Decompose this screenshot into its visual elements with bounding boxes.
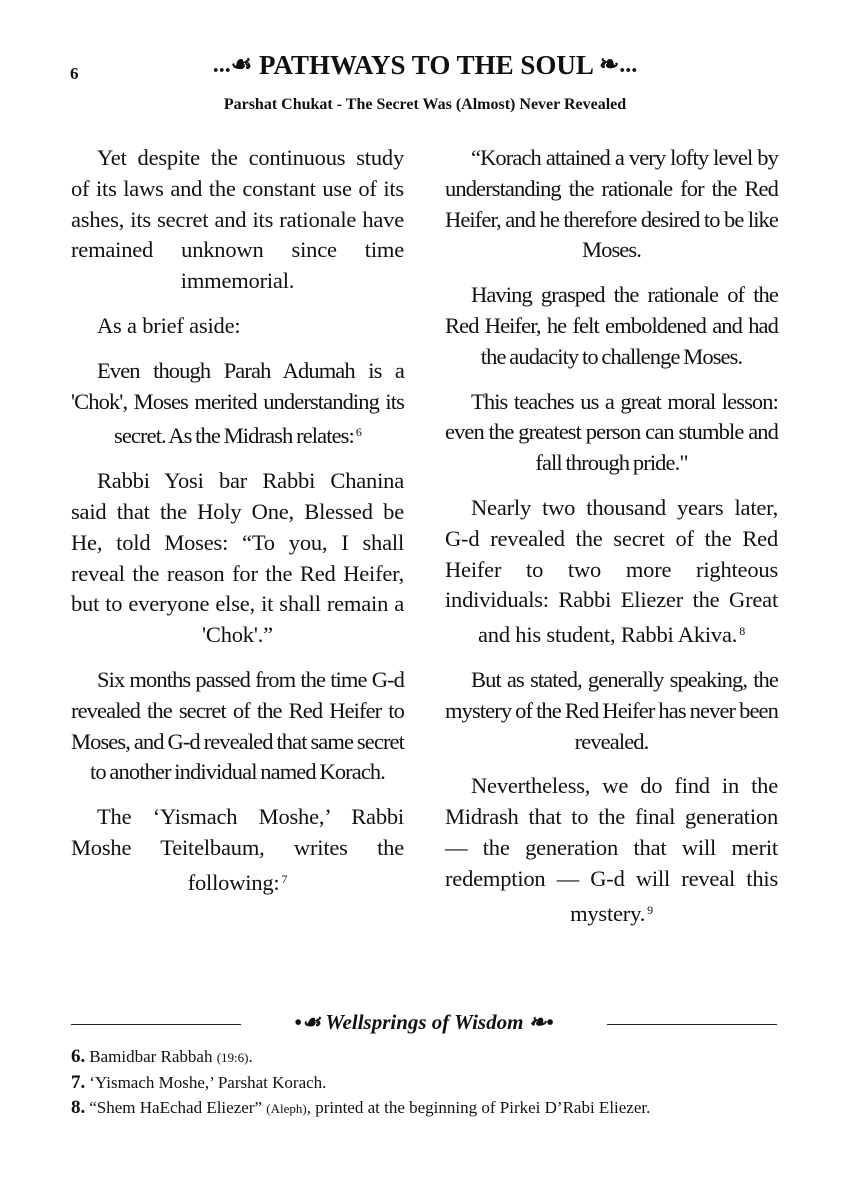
footnote-ref: 9: [647, 902, 653, 917]
page-number: 6: [70, 64, 79, 83]
footnote: [71, 1095, 791, 1121]
paragraph: [445, 771, 778, 929]
ornament-right-icon: ❧...: [599, 52, 638, 78]
footnote: [71, 1070, 791, 1095]
chapter-subtitle: Parshat Chukat - The Secret Was (Almost) Never Revealed: [223, 96, 627, 113]
footnote-ref: 8: [739, 624, 745, 639]
footnote-detail: (Aleph): [266, 1101, 307, 1116]
footnote-text: “Shem HaEchad Eliezer”: [89, 1098, 262, 1117]
paragraph: [445, 493, 778, 651]
footnotes: [71, 1044, 791, 1121]
paragraph-text: Even though Parah Adumah is a 'Chok', Moses merited understanding its secret. As the Midrash relates:: [71, 357, 404, 449]
divider-rule-left: [71, 1024, 241, 1025]
footnote-tail: , printed at the beginning of Pirkei D’Rabi Eliezer.: [306, 1098, 651, 1117]
paragraph-text: Nearly two thousand years later, G-d revealed the secret of the Red Heifer to two more righteous individuals: Rabbi Eliezer the Great and his student, Rabbi Akiva.: [445, 494, 778, 648]
paragraph-text: The ‘Yismach Moshe,’ Rabbi Moshe Teitelbaum, writes the following:: [71, 804, 404, 895]
paragraph-text: Nevertheless, we do find in the Midrash that to the final generation — the generation that will merit redemption — G-d will reveal this mystery.: [445, 773, 778, 926]
paragraph: Yet despite the continuous study of its laws and the constant use of its ashes, its secret and its rationale have remained unknown since time immemorial.: [71, 145, 404, 294]
footnote-number: 8.: [71, 1097, 86, 1118]
book-title: PATHWAYS TO THE SOUL: [259, 50, 593, 80]
paragraph: This teaches us a great moral lesson: even the greatest person can stumble and fall through pride.": [445, 388, 778, 476]
paragraph: As a brief aside:: [97, 312, 241, 338]
footnote-number: 6.: [71, 1046, 86, 1067]
right-column: [445, 143, 778, 943]
divider-label: •☙ Wellsprings of Wisdom ❧•: [294, 1010, 554, 1034]
divider-rule-right: [607, 1024, 777, 1025]
footnote: [71, 1044, 791, 1070]
running-title: [130, 50, 720, 81]
footnote-ref: 6: [355, 425, 361, 440]
paragraph: “Korach attained a very lofty level by understanding the rationale for the Red Heifer, and he therefore desired to be like Moses.: [445, 145, 778, 263]
left-column: [71, 143, 404, 913]
footnote-number: 7.: [71, 1072, 86, 1093]
paragraph: Rabbi Yosi bar Rabbi Chanina said that the Holy One, Blessed be He, told Moses: “To you, I shall reveal the reason for the Red Heifer, but to everyone else, it shall remain a 'Chok'.”: [71, 468, 404, 648]
footnote-divider: [71, 1010, 777, 1040]
paragraph: Six months passed from the time G-d revealed the secret of the Red Heifer to Moses, and G-d revealed that same secret to another individual named Korach.: [71, 666, 404, 785]
paragraph: But as stated, generally speaking, the mystery of the Red Heifer has never been revealed.: [445, 666, 778, 754]
footnote-text: Bamidbar Rabbah: [89, 1047, 213, 1066]
footnote-ref: 7: [281, 871, 288, 886]
footnote-tail: .: [248, 1047, 253, 1066]
paragraph: Having grasped the rationale of the Red Heifer, he felt emboldened and had the audacity to challenge Moses.: [445, 282, 778, 369]
paragraph: [71, 356, 404, 452]
footnote-detail: (19:6): [216, 1050, 249, 1065]
footnote-text: ‘Yismach Moshe,’ Parshat Korach.: [89, 1073, 327, 1092]
paragraph: [71, 802, 404, 898]
ornament-left-icon: ...☙: [212, 52, 253, 78]
